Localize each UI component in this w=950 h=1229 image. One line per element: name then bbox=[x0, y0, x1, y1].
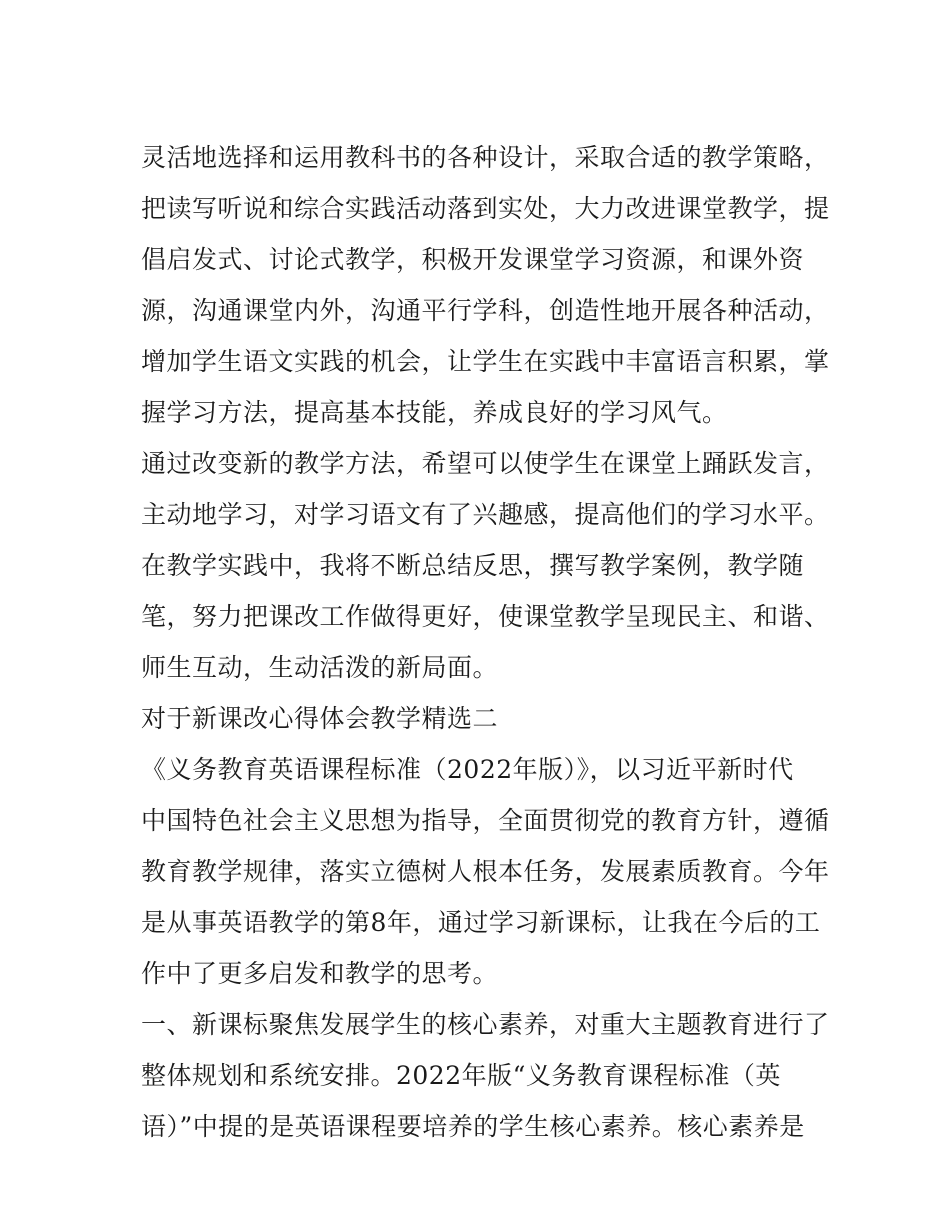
text-line: 把读写听说和综合实践活动落到实处，大力改进课堂教学，提 bbox=[141, 194, 830, 223]
text-line: 教育教学规律，落实立德树人根本任务，发展素质教育。今年 bbox=[141, 857, 830, 886]
text-line: 源，沟通课堂内外，沟通平行学科，创造性地开展各种活动， bbox=[141, 296, 830, 325]
text-line: 中国特色社会主义思想为指导，全面贯彻党的教育方针，遵循 bbox=[141, 806, 830, 835]
text-line: 是从事英语教学的第8年，通过学习新课标，让我在今后的工 bbox=[141, 908, 821, 937]
text-line: 语）”中提的是英语课程要培养的学生核心素养。核心素养是 bbox=[141, 1112, 805, 1141]
text-line: 灵活地选择和运用教科书的各种设计，采取合适的教学策略， bbox=[141, 143, 830, 172]
text-line: 笔，努力把课改工作做得更好，使课堂教学呈现民主、和谐、 bbox=[141, 602, 830, 631]
section-heading: 对于新课改心得体会教学精选二 bbox=[141, 704, 499, 733]
text-line: 作中了更多启发和教学的思考。 bbox=[141, 959, 499, 988]
text-line: 主动地学习，对学习语文有了兴趣感，提高他们的学习水平。 bbox=[141, 500, 830, 529]
document-body bbox=[141, 132, 830, 1152]
text-line: 师生互动，生动活泼的新局面。 bbox=[141, 653, 499, 682]
text-line: 握学习方法，提高基本技能，养成良好的学习风气。 bbox=[141, 398, 728, 427]
text-line: 倡启发式、讨论式教学，积极开发课堂学习资源，和课外资 bbox=[141, 245, 805, 274]
text-line: 增加学生语文实践的机会，让学生在实践中丰富语言积累，掌 bbox=[141, 347, 830, 376]
text-line: 《义务教育英语课程标准（2022年版）》，以习近平新时代 bbox=[141, 755, 794, 784]
text-line: 整体规划和系统安排。2022年版“义务教育课程标准（英 bbox=[141, 1061, 781, 1090]
text-line: 通过改变新的教学方法，希望可以使学生在课堂上踊跃发言， bbox=[141, 449, 830, 478]
text-line: 在教学实践中，我将不断总结反思，撰写教学案例，教学随 bbox=[141, 551, 805, 580]
text-line: 一、新课标聚焦发展学生的核心素养，对重大主题教育进行了 bbox=[141, 1010, 830, 1039]
